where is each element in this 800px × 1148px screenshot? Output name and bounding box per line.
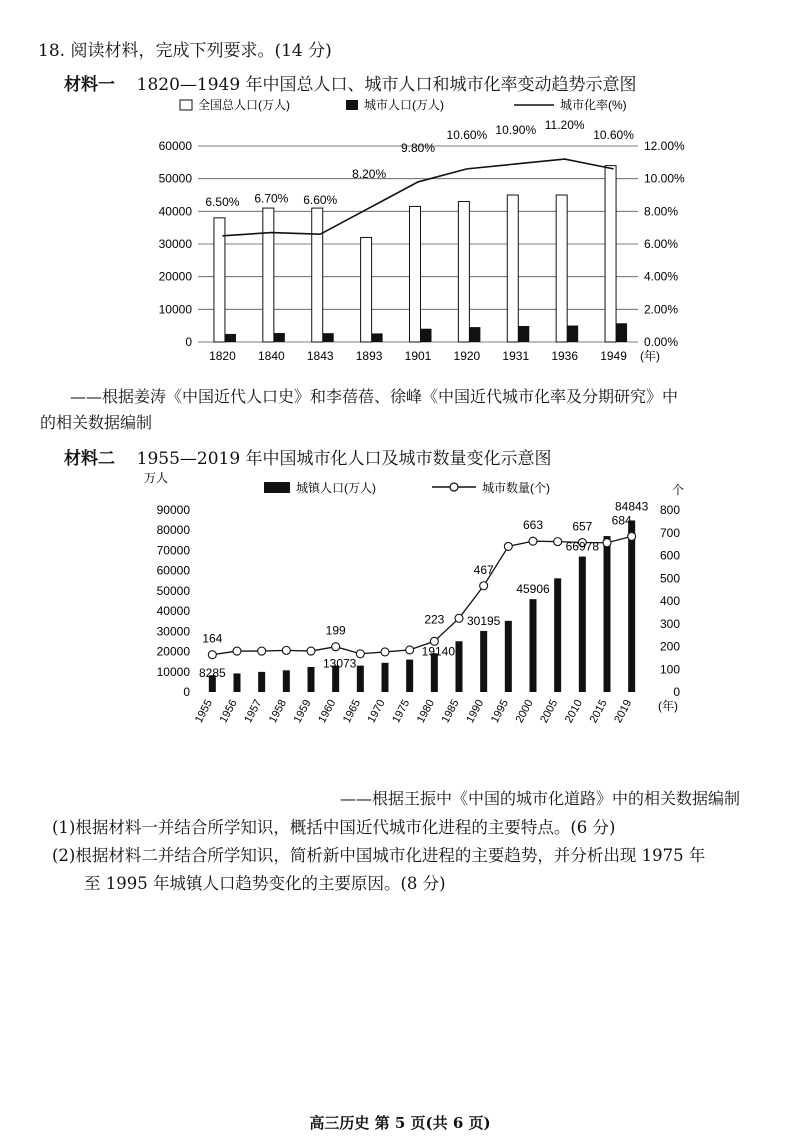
x-tick-label: 1901: [404, 349, 432, 363]
x-tick-label: 1965: [340, 697, 363, 726]
y-left-tick-label: 70000: [156, 543, 190, 558]
urban-population-data-label: 66978: [565, 539, 600, 554]
material2-label: 材料二: [64, 449, 115, 469]
x-tick-label: 1958: [266, 697, 289, 726]
y-left-tick-label: 20000: [156, 644, 190, 659]
y-right-tick-label: 8.00%: [644, 204, 679, 219]
bar-urban-population: [382, 663, 389, 692]
chart-population-urbanization: [140, 92, 700, 364]
y-right-tick-label: 100: [659, 662, 680, 677]
bar-total-population: [605, 166, 616, 342]
x-tick-label: 1960: [316, 697, 339, 726]
urban-population-data-label: 84843: [614, 499, 649, 514]
y-left-tick-label: 30000: [156, 624, 190, 639]
x-tick-label: 1949: [600, 349, 627, 363]
bar-urban-population: [505, 621, 512, 692]
bar-urban-population: [406, 660, 413, 692]
urban-population-data-label: 30195: [466, 613, 501, 628]
bar-urban-population: [480, 631, 487, 692]
bar-urban-population: [308, 667, 315, 692]
material1-source-line1: ——根据姜涛《中国近代人口史》和李蓓蓓、徐峰《中国近代城市化率及分期研究》中: [70, 387, 679, 406]
y-left-tick-label: 10000: [158, 302, 192, 317]
legend-swatch-urban-population: [264, 482, 290, 493]
x-tick-label: 1936: [551, 349, 579, 363]
x-tick-label: 1955: [192, 697, 215, 726]
legend-swatch-city-count-marker: [450, 483, 458, 491]
legend-swatch-urban: [346, 100, 358, 110]
y-right-tick-label: 200: [659, 639, 680, 654]
rate-data-label: 8.20%: [352, 167, 387, 182]
legend-swatch-total: [180, 100, 192, 110]
point-city-count: [529, 537, 537, 545]
y-right-tick-label: 700: [659, 525, 680, 540]
bar-total-population: [312, 208, 323, 342]
urban-population-data-label: 45906: [516, 582, 550, 597]
x-tick-label: 1843: [306, 349, 334, 363]
point-city-count: [332, 643, 340, 651]
urban-population-data-label: 13073: [322, 656, 357, 671]
y-right-tick-label: 10.00%: [644, 171, 685, 186]
bar-urban-population: [323, 333, 334, 342]
bar-total-population: [507, 195, 518, 342]
y-left-tick-label: 50000: [158, 171, 192, 186]
y-left-tick-label: 40000: [158, 204, 192, 219]
city-count-data-label: 657: [572, 519, 593, 534]
x-tick-label: 2000: [513, 697, 536, 726]
y-left-tick-label: 0: [183, 685, 190, 699]
rate-data-label: 6.50%: [205, 194, 240, 209]
bar-urban-population: [283, 670, 290, 692]
rate-data-label: 6.60%: [303, 193, 338, 208]
bar-urban-population: [518, 326, 529, 342]
bar-urban-population: [225, 334, 236, 342]
rate-data-label: 9.80%: [400, 140, 436, 155]
bar-total-population: [410, 206, 421, 342]
bar-urban-population: [604, 536, 611, 692]
rate-data-label: 11.20%: [544, 118, 585, 133]
legend-label-city-count: 城市数量(个): [482, 481, 550, 495]
bar-urban-population: [234, 673, 241, 692]
point-city-count: [258, 647, 266, 655]
y-left-tick-label: 90000: [156, 503, 190, 517]
point-city-count: [455, 614, 463, 622]
x-tick-label: 1980: [414, 697, 437, 726]
point-city-count: [356, 650, 364, 658]
y-right-tick-label: 0: [673, 685, 680, 699]
legend: [264, 480, 550, 495]
material2-title: 1955—2019 年中国城市化人口及城市数量变化示意图: [136, 449, 552, 469]
bar-urban-population: [628, 520, 635, 692]
y-left-tick-label: 60000: [156, 563, 190, 578]
point-city-count: [282, 646, 290, 654]
city-count-data-label: 223: [424, 612, 445, 627]
city-count-data-label: 164: [202, 631, 223, 646]
bar-urban-population: [567, 326, 578, 342]
legend-label-urban: 城市人口(万人): [364, 98, 444, 112]
bar-total-population: [556, 195, 567, 342]
city-count-data-label: 663: [522, 518, 544, 533]
y-right-tick-label: 4.00%: [644, 269, 679, 284]
bar-urban-population: [456, 641, 463, 692]
material1-title: 1820—1949 年中国总人口、城市人口和城市化率变动趋势示意图: [136, 75, 637, 95]
point-city-count: [554, 538, 562, 546]
question-2-line1: (2)根据材料二并结合所学知识，简析新中国城市化进程的主要趋势，并分析出现 1975 年: [52, 846, 706, 865]
x-tick-label: 1920: [453, 349, 481, 363]
material2-heading: [64, 444, 552, 469]
x-tick-label: 1990: [464, 697, 487, 726]
point-city-count: [233, 647, 241, 655]
bar-total-population: [458, 202, 469, 342]
city-count-data-label: 199: [325, 623, 346, 638]
bar-urban-population: [616, 323, 627, 342]
y-right-tick-label: 12.00%: [644, 139, 685, 153]
line-city-count: [212, 536, 631, 654]
bar-total-population: [361, 237, 372, 342]
point-city-count: [307, 647, 315, 655]
bar-urban-population: [372, 333, 383, 342]
bar-urban-population: [530, 599, 537, 692]
x-tick-label: 1956: [217, 697, 240, 726]
y-right-tick-label: 500: [659, 571, 680, 586]
legend-label-urban-population: 城镇人口(万人): [296, 481, 376, 495]
question-1: (1)根据材料一并结合所学知识，概括中国近代城市化进程的主要特点。(6 分): [52, 818, 616, 837]
bar-urban-population: [579, 557, 586, 692]
bar-urban-population: [469, 327, 480, 342]
y-left-tick-label: 50000: [156, 583, 190, 598]
legend-label-rate: 城市化率(%): [560, 98, 627, 112]
y-left-tick-label: 10000: [156, 664, 190, 679]
y-right-unit: 个: [672, 483, 685, 497]
x-tick-label: 1840: [257, 349, 285, 363]
point-city-count: [406, 646, 414, 654]
urban-population-data-label: 8285: [198, 666, 226, 681]
city-count-data-label: 684: [611, 513, 632, 528]
point-city-count: [628, 532, 636, 540]
bar-urban-population: [421, 329, 432, 342]
x-tick-label: 1975: [390, 697, 413, 726]
question-title: 18. 阅读材料，完成下列要求。(14 分): [38, 41, 332, 61]
point-city-count: [208, 651, 216, 659]
y-left-tick-label: 80000: [156, 523, 190, 538]
y-right-tick-label: 800: [659, 503, 680, 517]
x-tick-label: 1957: [242, 697, 265, 726]
question-2-line2: 至 1995 年城镇人口趋势变化的主要原因。(8 分): [84, 874, 446, 893]
x-tick-label: 1893: [355, 349, 383, 363]
point-city-count: [381, 648, 389, 656]
rate-data-label: 10.60%: [446, 127, 488, 142]
bar-urban-population: [258, 672, 265, 692]
x-tick-label: 1959: [291, 697, 314, 726]
page-footer: 高三历史 第 5 页(共 6 页): [309, 1114, 491, 1132]
y-right-tick-label: 600: [659, 548, 680, 563]
rate-data-label: 10.90%: [495, 122, 537, 137]
y-left-tick-label: 0: [185, 335, 192, 349]
bar-urban-population: [357, 666, 364, 692]
x-tick-label: 1931: [502, 349, 530, 363]
x-tick-label: 2015: [587, 697, 610, 726]
y-right-tick-label: 2.00%: [644, 302, 679, 317]
y-left-tick-label: 30000: [158, 237, 192, 251]
x-tick-label: 1995: [488, 697, 511, 726]
urban-population-data-label: 19140: [421, 644, 456, 659]
point-city-count: [603, 539, 611, 547]
point-city-count: [504, 542, 512, 550]
y-left-unit: 万人: [144, 471, 169, 485]
city-count-data-label: 467: [473, 562, 494, 577]
x-tick-label: 2019: [612, 697, 635, 726]
bar-urban-population: [431, 653, 438, 692]
y-right-tick-label: 6.00%: [644, 237, 679, 251]
bar-urban-population: [554, 578, 561, 692]
y-right-tick-label: 300: [659, 616, 680, 631]
rate-data-label: 10.60%: [593, 127, 634, 142]
x-axis-unit: (年): [658, 699, 678, 713]
y-right-tick-label: 0.00%: [644, 335, 679, 349]
y-left-tick-label: 40000: [156, 604, 190, 619]
x-axis-unit: (年): [640, 349, 660, 363]
bar-urban-population: [274, 333, 285, 342]
rate-data-label: 6.70%: [254, 191, 289, 206]
x-tick-label: 1820: [209, 349, 236, 363]
x-tick-label: 1985: [439, 697, 462, 726]
y-left-tick-label: 20000: [158, 269, 192, 284]
legend: [180, 97, 627, 112]
y-right-tick-label: 400: [659, 594, 680, 608]
bar-total-population: [263, 208, 274, 342]
y-left-tick-label: 60000: [158, 139, 192, 153]
x-tick-label: 1970: [365, 697, 388, 726]
x-tick-label: 2005: [538, 697, 561, 726]
material2-source: ——根据王振中《中国的城市化道路》中的相关数据编制: [340, 789, 741, 808]
point-city-count: [480, 582, 488, 590]
legend-label-total: 全国总人口(万人): [198, 98, 290, 112]
chart-urban-population-cities: [140, 470, 700, 762]
material1-source-line2: 的相关数据编制: [40, 413, 153, 432]
material1-label: 材料一: [64, 75, 115, 95]
x-tick-label: 2010: [562, 697, 585, 726]
